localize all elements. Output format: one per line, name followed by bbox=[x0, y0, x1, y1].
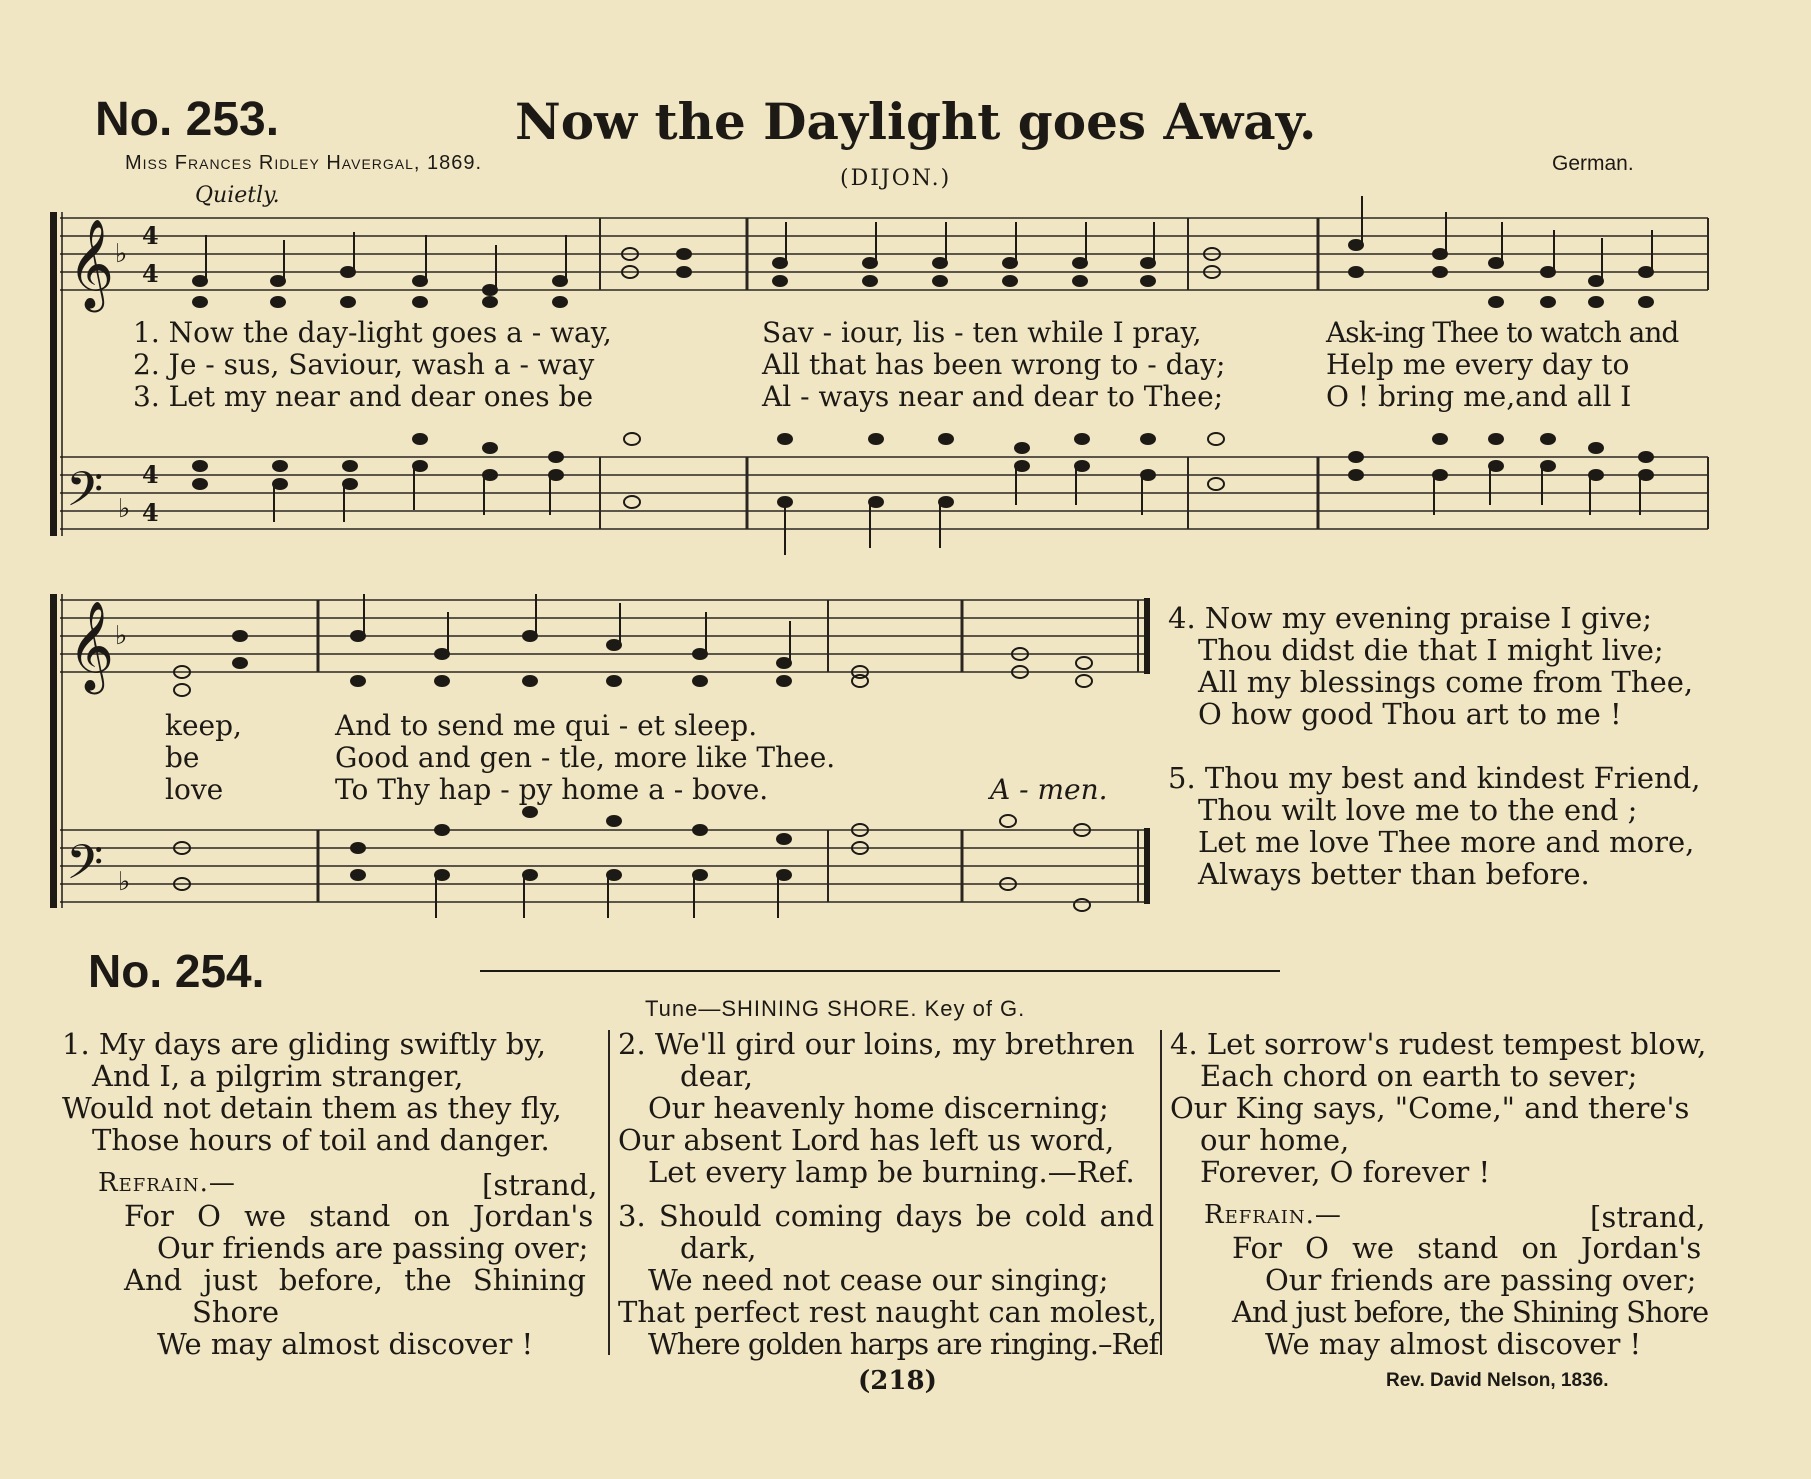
refrain-line-2: Our friends are passing over; bbox=[157, 1231, 589, 1265]
verse-5 bbox=[1168, 762, 1700, 890]
hymn-number-253: No. 253. bbox=[95, 93, 280, 146]
col2-line-8: We need not cease our singing; bbox=[648, 1263, 1109, 1297]
col1-line-3: Would not detain them as they fly, bbox=[62, 1091, 562, 1125]
col3-line-1: 4. Let sorrow's rudest tempest blow, bbox=[1170, 1027, 1707, 1061]
refrain-3-line-3: And just before, the Shining Shore bbox=[1232, 1295, 1709, 1329]
page-number: (218) bbox=[858, 1366, 937, 1396]
tune-line: Tune—SHINING SHORE. Key of G. bbox=[645, 996, 1026, 1021]
column-divider-2 bbox=[1160, 1030, 1162, 1355]
lyric-s2-line-2-part-1: be bbox=[165, 741, 200, 774]
lyric-line-1-part-2: Sav - iour, lis - ten while I pray, bbox=[762, 316, 1202, 349]
svg-text:𝄞: 𝄞 bbox=[68, 601, 115, 691]
lyric-line-3-part-2: Al - ways near and dear to Thee; bbox=[762, 380, 1224, 413]
column-divider-1 bbox=[608, 1030, 610, 1355]
lyric-line-1-part-1: 1. Now the day-light goes a - way, bbox=[133, 316, 612, 349]
refrain-line-3: And just before, the Shining bbox=[124, 1263, 586, 1297]
verse-4-line-1: 4. Now my evening praise I give; bbox=[1168, 601, 1653, 635]
svg-text:𝄞: 𝄞 bbox=[68, 219, 115, 309]
amen-text: A - men. bbox=[990, 773, 1108, 806]
tempo-marking: Quietly. bbox=[195, 183, 280, 208]
verse-5-line-2: Thou wilt love me to the end ; bbox=[1198, 793, 1638, 827]
col2-line-6: 3. Should coming days be cold and bbox=[618, 1199, 1155, 1233]
col2-line-4: Our absent Lord has left us word, bbox=[618, 1123, 1115, 1157]
attribution: Rev. David Nelson, 1836. bbox=[1386, 1370, 1609, 1391]
verse-5-line-4: Always better than before. bbox=[1198, 857, 1590, 891]
col2-line-7: dark, bbox=[680, 1231, 757, 1265]
lyric-line-2-part-2: All that has been wrong to - day; bbox=[762, 348, 1226, 381]
svg-text:4: 4 bbox=[142, 498, 159, 527]
col3-line-4: our home, bbox=[1200, 1123, 1350, 1157]
lyric-s2-line-3-part-1: love bbox=[165, 773, 224, 806]
svg-text:♭: ♭ bbox=[118, 494, 131, 524]
verse-4-line-4: O how good Thou art to me ! bbox=[1198, 697, 1622, 731]
hymn-254-column-3 bbox=[1170, 1028, 1710, 1360]
refrain-label: Refrain.— bbox=[98, 1168, 236, 1198]
col2-line-10: Where golden harps are ringing.–Ref bbox=[648, 1327, 1159, 1361]
col3-line-5: Forever, O forever ! bbox=[1200, 1155, 1491, 1189]
svg-text:♭: ♭ bbox=[115, 239, 128, 269]
col1-line-1: 1. My days are gliding swiftly by, bbox=[62, 1027, 547, 1061]
lyric-s2-line-1-part-1: keep, bbox=[165, 709, 242, 742]
refrain-3-line-4: We may almost discover ! bbox=[1265, 1327, 1642, 1361]
verse-5-line-3: Let me love Thee more and more, bbox=[1198, 825, 1695, 859]
refrain-3-line-2: Our friends are passing over; bbox=[1265, 1263, 1697, 1297]
svg-text:4: 4 bbox=[142, 221, 159, 250]
lyric-s2-line-2-part-2: Good and gen - tle, more like Thee. bbox=[335, 741, 836, 774]
lyric-line-1-part-3: Ask-ing Thee to watch and bbox=[1326, 316, 1679, 349]
lyric-line-2-part-3: Help me every day to bbox=[1326, 348, 1630, 381]
lyric-s2-line-1-part-2: And to send me qui - et sleep. bbox=[335, 709, 758, 742]
refrain-line-1: For O we stand on Jordan's bbox=[124, 1199, 594, 1233]
refrain-3-strand: [strand, bbox=[1590, 1200, 1706, 1234]
hymn-254-column-1 bbox=[62, 1028, 602, 1360]
verse-4 bbox=[1168, 602, 1693, 730]
refrain-3-line-1: For O we stand on Jordan's bbox=[1232, 1231, 1702, 1265]
verse-4-line-2: Thou didst die that I might live; bbox=[1198, 633, 1664, 667]
hymn-number-254: No. 254. bbox=[88, 945, 265, 997]
section-divider bbox=[480, 970, 1280, 972]
svg-text:𝄢: 𝄢 bbox=[66, 461, 104, 529]
svg-text:♭: ♭ bbox=[115, 621, 128, 651]
col2-line-3: Our heavenly home discerning; bbox=[648, 1091, 1109, 1125]
lyric-line-3-part-3: O ! bring me,and all I bbox=[1326, 380, 1632, 413]
hymn-author: Miss Frances Ridley Havergal, 1869. bbox=[125, 152, 483, 174]
refrain-line-4: Shore bbox=[192, 1295, 280, 1329]
lyric-line-3-part-1: 3. Let my near and dear ones be bbox=[133, 380, 594, 413]
col2-line-9: That perfect rest naught can molest, bbox=[618, 1295, 1157, 1329]
col3-line-3: Our King says, "Come," and there's bbox=[1170, 1091, 1690, 1125]
col2-line-2: dear, bbox=[680, 1059, 753, 1093]
svg-text:4: 4 bbox=[142, 460, 159, 489]
lyric-s2-line-3-part-2: To Thy hap - py home a - bove. bbox=[335, 773, 769, 806]
col1-line-4: Those hours of toil and danger. bbox=[92, 1123, 550, 1157]
tune-origin: German. bbox=[1552, 152, 1634, 175]
col2-line-1: 2. We'll gird our loins, my brethren bbox=[618, 1027, 1135, 1061]
verse-4-line-3: All my blessings come from Thee, bbox=[1198, 665, 1694, 699]
hymn-254-column-2 bbox=[618, 1028, 1158, 1360]
verse-5-line-1: 5. Thou my best and kindest Friend, bbox=[1168, 761, 1701, 795]
lyric-line-2-part-1: 2. Je - sus, Saviour, wash a - way bbox=[133, 348, 595, 381]
svg-text:♭: ♭ bbox=[118, 867, 131, 897]
hymn-title: Now the Daylight goes Away. bbox=[515, 92, 1317, 151]
refrain-line-5: We may almost discover ! bbox=[157, 1327, 534, 1361]
col1-line-2: And I, a pilgrim stranger, bbox=[92, 1059, 464, 1093]
svg-text:4: 4 bbox=[142, 259, 159, 288]
refrain-strand: [strand, bbox=[482, 1168, 598, 1202]
svg-text:𝄢: 𝄢 bbox=[66, 834, 104, 902]
refrain-3-label: Refrain.— bbox=[1204, 1200, 1342, 1230]
col2-line-5: Let every lamp be burning.—Ref. bbox=[648, 1155, 1135, 1189]
tune-name: (DIJON.) bbox=[840, 166, 952, 191]
col3-line-2: Each chord on earth to sever; bbox=[1200, 1059, 1638, 1093]
